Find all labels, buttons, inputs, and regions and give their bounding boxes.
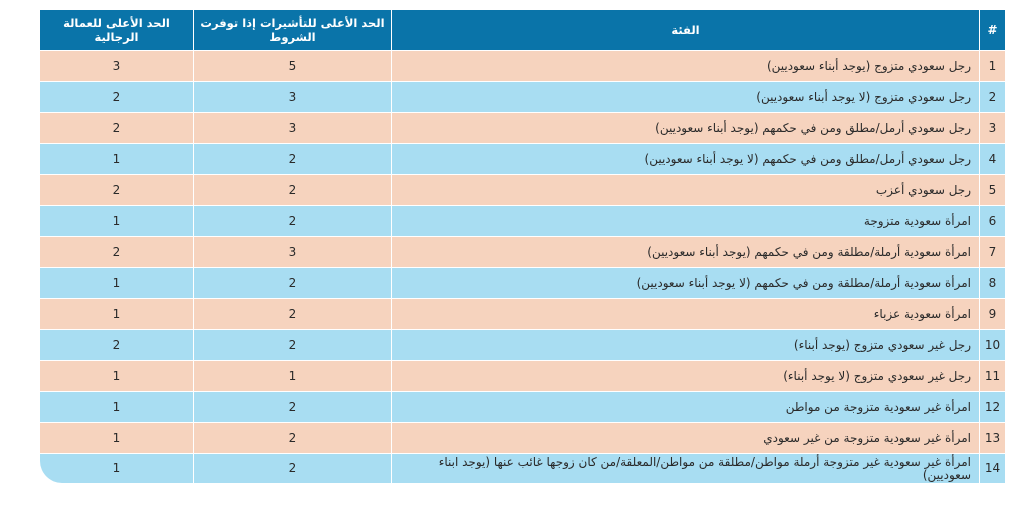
visa-limits-table xyxy=(40,10,1005,483)
row-labor: 1 xyxy=(40,422,193,453)
table-row xyxy=(40,112,1005,143)
table-row xyxy=(40,391,1005,422)
row-category: امرأة غير سعودية متزوجة من غير سعودي xyxy=(391,422,979,453)
row-labor: 2 xyxy=(40,112,193,143)
row-labor: 2 xyxy=(40,174,193,205)
row-visas: 1 xyxy=(193,360,391,391)
row-labor: 1 xyxy=(40,143,193,174)
row-category: امرأة سعودية عزباء xyxy=(391,298,979,329)
table-row xyxy=(40,50,1005,81)
row-number: 6 xyxy=(979,205,1005,236)
header-category: الفئة xyxy=(391,10,979,50)
row-category: امرأة سعودية متزوجة xyxy=(391,205,979,236)
row-labor: 1 xyxy=(40,453,193,483)
table-row xyxy=(40,81,1005,112)
row-number: 1 xyxy=(979,50,1005,81)
table-row xyxy=(40,205,1005,236)
row-number: 9 xyxy=(979,298,1005,329)
row-category: امرأة سعودية أرملة/مطلقة ومن في حكمهم (يوجد أبناء سعوديين) xyxy=(391,236,979,267)
row-visas: 3 xyxy=(193,81,391,112)
row-visas: 2 xyxy=(193,422,391,453)
table-row xyxy=(40,298,1005,329)
row-number: 2 xyxy=(979,81,1005,112)
row-category: رجل سعودي متزوج (يوجد أبناء سعوديين) xyxy=(391,50,979,81)
table-row xyxy=(40,143,1005,174)
row-category: رجل غير سعودي متزوج (يوجد أبناء) xyxy=(391,329,979,360)
header-visas-limit: الحد الأعلى للتأشيرات إذا توفرت الشروط xyxy=(193,10,391,50)
row-visas: 2 xyxy=(193,391,391,422)
table-row xyxy=(40,236,1005,267)
row-labor: 1 xyxy=(40,391,193,422)
row-labor: 2 xyxy=(40,81,193,112)
table-row xyxy=(40,329,1005,360)
table-row xyxy=(40,453,1005,483)
row-category: رجل سعودي أرمل/مطلق ومن في حكمهم (لا يوجد أبناء سعوديين) xyxy=(391,143,979,174)
row-category: امرأة غير سعودية متزوجة من مواطن xyxy=(391,391,979,422)
row-visas: 3 xyxy=(193,236,391,267)
table-container xyxy=(40,10,1005,483)
row-visas: 5 xyxy=(193,50,391,81)
row-category: امرأة غير سعودية غير متزوجة أرملة مواطن/مطلقة من مواطن/المعلقة/من كان زوجها غائب عنها (يوجد ابناء سعوديين) xyxy=(391,453,979,483)
row-visas: 2 xyxy=(193,267,391,298)
row-visas: 2 xyxy=(193,143,391,174)
row-labor: 2 xyxy=(40,329,193,360)
table-row xyxy=(40,360,1005,391)
row-labor: 1 xyxy=(40,267,193,298)
row-number: 4 xyxy=(979,143,1005,174)
row-number: 7 xyxy=(979,236,1005,267)
row-category: رجل سعودي متزوج (لا يوجد أبناء سعوديين) xyxy=(391,81,979,112)
row-visas: 2 xyxy=(193,453,391,483)
row-visas: 2 xyxy=(193,298,391,329)
row-number: 11 xyxy=(979,360,1005,391)
row-labor: 1 xyxy=(40,205,193,236)
row-number: 5 xyxy=(979,174,1005,205)
table-row xyxy=(40,422,1005,453)
row-labor: 3 xyxy=(40,50,193,81)
row-visas: 2 xyxy=(193,205,391,236)
row-labor: 2 xyxy=(40,236,193,267)
row-number: 12 xyxy=(979,391,1005,422)
row-labor: 1 xyxy=(40,360,193,391)
row-number: 14 xyxy=(979,453,1005,483)
header-number: # xyxy=(979,10,1005,50)
row-category: رجل سعودي أرمل/مطلق ومن في حكمهم (يوجد أبناء سعوديين) xyxy=(391,112,979,143)
row-category: رجل سعودي أعزب xyxy=(391,174,979,205)
row-number: 10 xyxy=(979,329,1005,360)
table-header-row xyxy=(40,10,1005,50)
table-row xyxy=(40,267,1005,298)
header-labor-limit: الحد الأعلى للعمالة الرجالية xyxy=(40,10,193,50)
table-row xyxy=(40,174,1005,205)
row-category: امرأة سعودية أرملة/مطلقة ومن في حكمهم (لا يوجد أبناء سعوديين) xyxy=(391,267,979,298)
row-number: 8 xyxy=(979,267,1005,298)
row-labor: 1 xyxy=(40,298,193,329)
row-visas: 2 xyxy=(193,174,391,205)
row-category: رجل غير سعودي متزوج (لا يوجد أبناء) xyxy=(391,360,979,391)
row-visas: 3 xyxy=(193,112,391,143)
row-visas: 2 xyxy=(193,329,391,360)
row-number: 3 xyxy=(979,112,1005,143)
row-number: 13 xyxy=(979,422,1005,453)
